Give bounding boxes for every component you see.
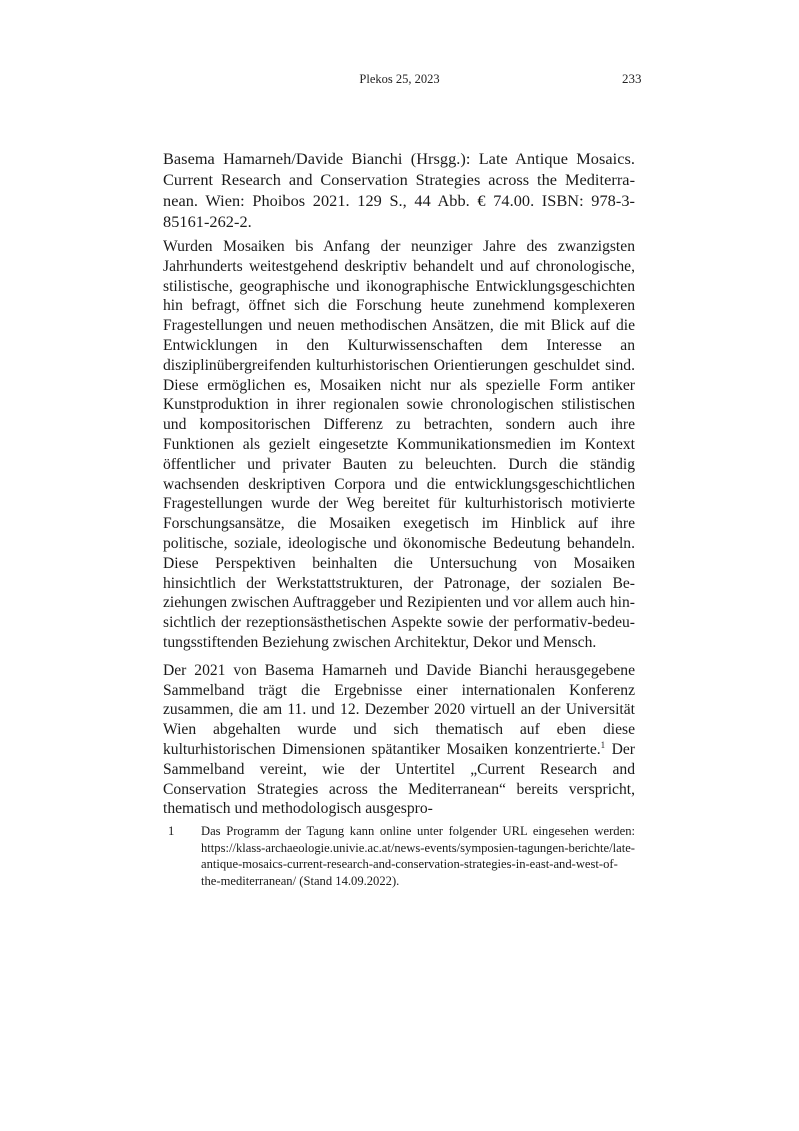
page-number: 233 [622,71,642,86]
footnote-text: Das Programm der Tagung kann online unter folgender URL eingesehen werden: https://klass-archaeologie.univie.ac.at/news-events/symposien-tagungen-berichte/late-antique-mosaics-current-research-and-conservation-strategies-in-east-and-west-of-the-mediterranean/ (Stand 14.09.2022). [201,824,635,888]
footnote-1 [168,823,635,889]
footnote-number: 1 [168,824,175,838]
running-header-journal: Plekos 25, 2023 [359,72,440,86]
paragraph-2-part-1: Der 2021 von Basema Hamarneh und Davide Bianchi herausgegebene Sammelband trägt die Ergebnisse einer internationalen Konferenz zusammen, die am 11. und 12. Dezember 2020 virtuell an der Universität Wien abgehalten wurde und sich thematisch auf eben diese kulturhistorischen Dimensionen spätantiker Mosaiken konzentrierte. [163,661,635,758]
paragraph-2 [163,661,635,819]
paragraph-2-part-2: Der Sammelband vereint, wie der Untertitel „Current Research and Conservation Strategies across the Mediterranean“ bereits verspricht, thematisch und methodologisch ausgespro- [163,740,636,818]
footnote-reference[interactable]: 1 [600,739,606,750]
review-body [163,237,635,827]
review-bibliographic-heading: Basema Hamarneh/Davide Bianchi (Hrsgg.): Late Antique Mosaics. Current Research and Conservation Strategies across the Mediterranean. Wien: Phoibos 2021. 129 S., 44 Abb. € 74.00. ISBN: 978-3-85161-262-2. [163,149,635,231]
paragraph-1: Wurden Mosaiken bis Anfang der neunziger Jahre des zwanzigsten Jahrhunderts weitestgehend deskriptiv behandelt und auf chronologische, stilistische, geographische und ikonographische Entwicklungsgeschichten hin befragt, öffnet sich die Forschung heute zunehmend komplexeren Fragestellungen und neuen methodischen Ansätzen, die mit Blick auf die Entwicklungen in den Kulturwissenschaften dem Interesse an disziplinübergreifenden kulturhistorischen Orientierungen geschuldet sind. Diese ermöglichen es, Mosaiken nicht nur als spezielle Form antiker Kunstproduktion in ihrer regionalen sowie chronologischen stilistischen und kompositorischen Differenz zu betrachten, sondern auch ihre Funktionen als gezielt eingesetzte Kommunikationsmedien im Kontext öffentlicher und privater Bauten zu beleuchten. Durch die ständig wachsenden deskriptiven Corpora und die entwicklungsgeschichtlichen Fragestellungen wurde der Weg bereitet für kulturhistorisch motivierte Forschungsansätze, die Mosaiken exegetisch im Hinblick auf ihre politische, soziale, ideologische und ökonomische Bedeutung behandeln. Diese Perspektiven beinhalten die Untersuchung von Mosaiken hinsichtlich der Werkstattstrukturen, der Patronage, der sozialen Beziehungen zwischen Auftraggeber und Rezipienten und vor allem auch hinsichtlich der rezeptionsästhetischen Aspekte sowie der performativ-bedeutungsstiftenden Beziehung zwischen Architektur, Dekor und Mensch. [163,238,635,651]
